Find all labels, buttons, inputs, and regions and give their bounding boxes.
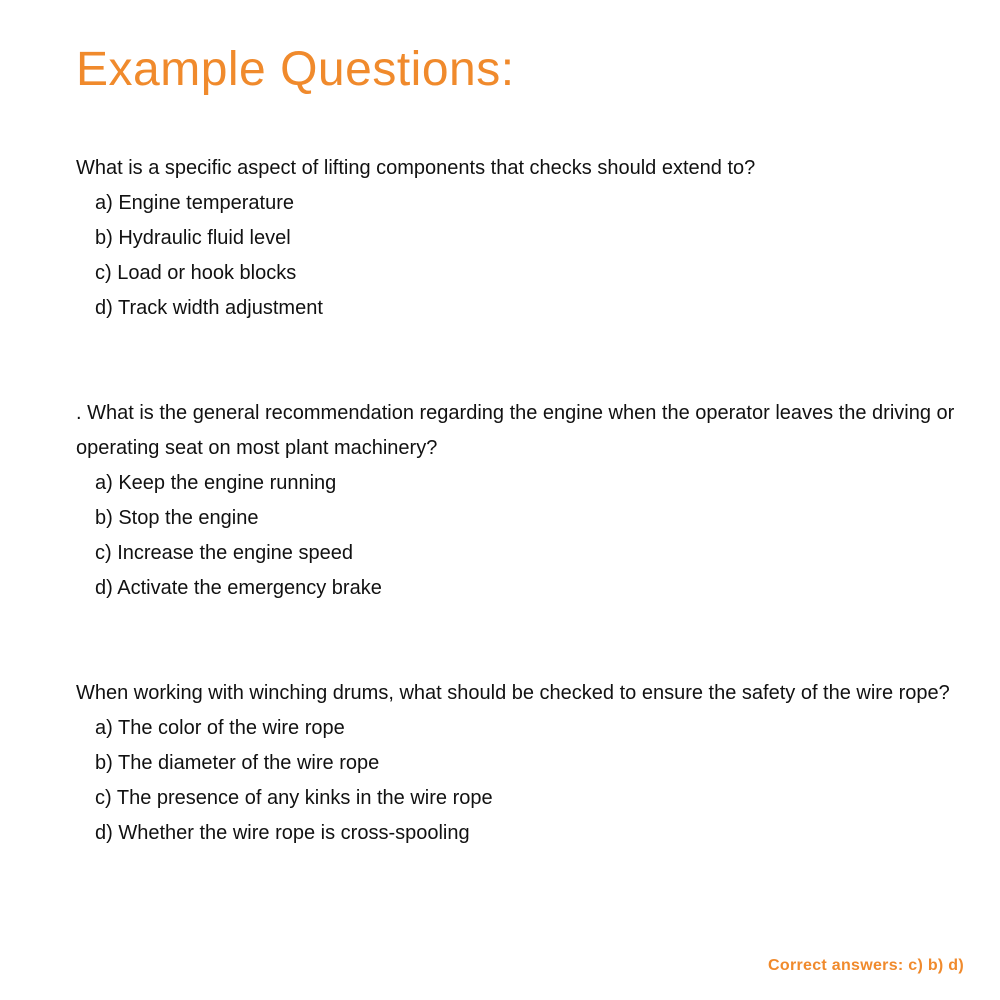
question-text: . What is the general recommendation regarding the engine when the operator leaves the driving or operating seat on most plant machinery? [76,402,955,459]
question-text: What is a specific aspect of lifting components that checks should extend to? [76,157,756,179]
option-a: a) Engine temperature [95,192,295,214]
option-a: a) Keep the engine running [95,472,337,494]
correct-answers: Correct answers: c) b) d) [768,957,964,974]
question-2 [76,396,966,606]
question-1 [76,151,966,326]
option-list [76,186,966,326]
option-a: a) The color of the wire rope [95,717,345,739]
option-b: b) Hydraulic fluid level [95,227,291,249]
option-d: d) Whether the wire rope is cross-spooling [95,822,470,844]
option-d: d) Track width adjustment [95,297,323,319]
question-3 [76,676,966,851]
option-c: c) The presence of any kinks in the wire rope [95,787,493,809]
page-title: Example Questions: [76,43,515,96]
option-c: c) Load or hook blocks [95,262,297,284]
option-b: b) Stop the engine [95,507,259,529]
option-c: c) Increase the engine speed [95,542,353,564]
question-text: When working with winching drums, what should be checked to ensure the safety of the wire rope? [76,682,950,704]
option-d: d) Activate the emergency brake [95,577,382,599]
option-list [76,466,966,606]
option-list [76,711,966,851]
option-b: b) The diameter of the wire rope [95,752,380,774]
